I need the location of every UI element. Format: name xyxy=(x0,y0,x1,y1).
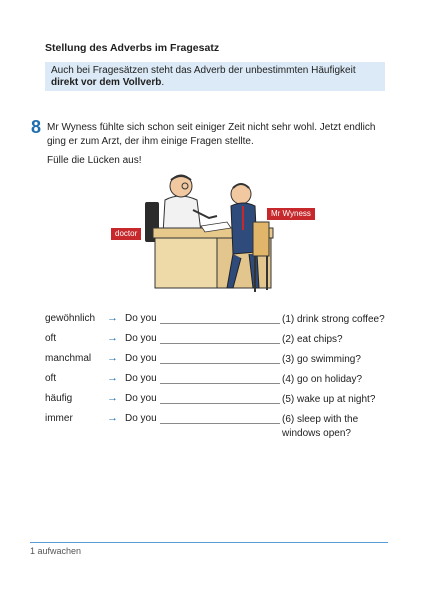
grammar-rule-box xyxy=(45,62,385,91)
adverb: manchmal xyxy=(45,353,92,364)
answer-blank[interactable] xyxy=(160,383,280,384)
adverb: oft xyxy=(45,333,57,344)
exercise-number: 8 xyxy=(31,117,42,137)
answer-blank[interactable] xyxy=(160,403,280,404)
arrow-icon: → xyxy=(107,392,118,404)
answer-blank[interactable] xyxy=(160,323,280,324)
question: (4) go on holiday? xyxy=(282,374,363,385)
exercise-row xyxy=(45,373,395,393)
prompt: Do you xyxy=(125,333,157,344)
rule-emphasis: direkt vor dem Vollverb xyxy=(51,77,162,88)
question: (3) go swimming? xyxy=(282,354,361,365)
exercise-row xyxy=(45,353,395,373)
exercise-row xyxy=(45,393,395,413)
answer-blank[interactable] xyxy=(160,423,280,424)
adverb: immer xyxy=(45,413,73,424)
prompt: Do you xyxy=(125,353,157,364)
exercise-row xyxy=(45,412,395,439)
section-heading: Stellung des Adverbs im Fragesatz xyxy=(45,42,220,54)
exercise-instruction: Fülle die Lücken aus! xyxy=(47,155,142,166)
exercise-intro: Mr Wyness fühlte sich schon seit einiger Zeit nicht sehr wohl. Jetzt endlich ging er zum Arzt, der ihm einige Fragen stellte. xyxy=(47,122,376,147)
exercise-row xyxy=(45,313,395,333)
doctor-patient-drawing xyxy=(105,170,325,310)
exercise-row xyxy=(45,333,395,353)
answer-blank[interactable] xyxy=(160,343,280,344)
rule-end: . xyxy=(161,77,165,88)
footer-divider xyxy=(30,542,388,543)
footnote: 1 aufwachen xyxy=(30,546,82,556)
answer-blank[interactable] xyxy=(160,363,280,364)
prompt: Do you xyxy=(125,373,157,384)
arrow-icon: → xyxy=(107,412,118,424)
arrow-icon: → xyxy=(107,332,118,344)
question: (6) sleep with the windows open? xyxy=(282,414,359,439)
adverb: gewöhnlich xyxy=(45,313,96,324)
patient-label: Mr Wyness xyxy=(267,208,315,220)
arrow-icon: → xyxy=(107,312,118,324)
question: (5) wake up at night? xyxy=(282,394,376,405)
adverb: oft xyxy=(45,373,57,384)
doctor-label: doctor xyxy=(111,228,141,240)
rule-text: Auch bei Fragesätzen steht das Adverb der unbestimmten Häufigkeit xyxy=(51,65,356,76)
doctor-illustration xyxy=(105,170,325,310)
arrow-icon: → xyxy=(107,352,118,364)
prompt: Do you xyxy=(125,413,157,424)
adverb: häufig xyxy=(45,393,73,404)
prompt: Do you xyxy=(125,313,157,324)
question: (1) drink strong coffee? xyxy=(282,314,385,325)
question: (2) eat chips? xyxy=(282,334,343,345)
arrow-icon: → xyxy=(107,372,118,384)
prompt: Do you xyxy=(125,393,157,404)
